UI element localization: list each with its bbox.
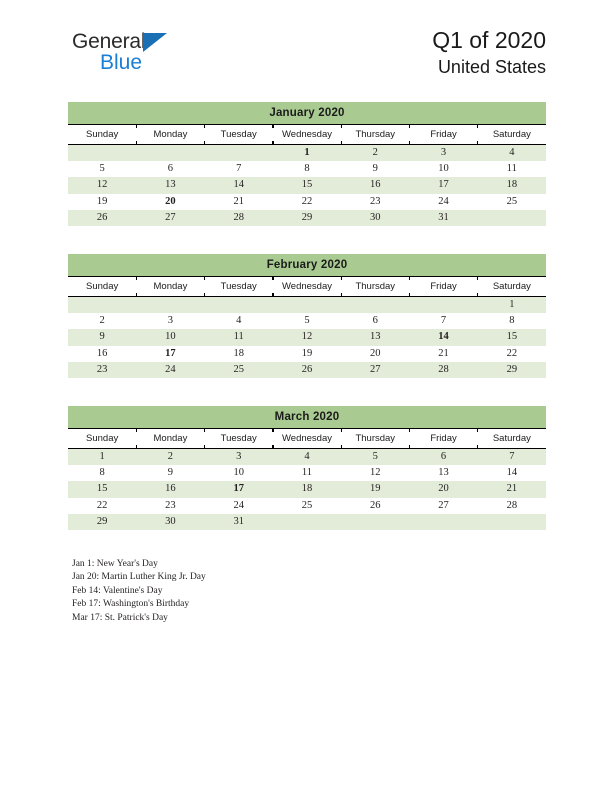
day-cell[interactable]: 30 [136,514,204,530]
day-cell[interactable]: 20 [409,481,477,497]
day-cell[interactable]: 12 [68,177,136,193]
empty-day-cell [136,297,204,314]
empty-day-cell [136,145,204,162]
day-cell[interactable]: 11 [205,329,273,345]
week-row [68,177,546,193]
weekday-header-wednesday: Wednesday [273,277,341,297]
weekday-header-monday: Monday [136,277,204,297]
day-cell[interactable]: 16 [341,177,409,193]
month-grid [68,124,546,226]
holiday-legend-item: Jan 1: New Year's Day [72,559,158,569]
weekday-header-friday: Friday [409,125,477,145]
day-cell[interactable]: 23 [341,194,409,210]
holiday-day-cell[interactable]: 14 [409,329,477,345]
month-grid [68,276,546,378]
day-cell[interactable]: 13 [409,465,477,481]
day-cell[interactable]: 18 [273,481,341,497]
page-title: Q1 of 2020 [432,27,546,53]
weekday-header-thursday: Thursday [341,125,409,145]
day-cell[interactable]: 4 [205,313,273,329]
month-title: February 2020 [68,254,546,276]
week-row [68,346,546,362]
weekday-header-tuesday: Tuesday [205,277,273,297]
logo-text-blue: Blue [100,51,143,74]
day-cell[interactable]: 24 [409,194,477,210]
day-cell[interactable]: 23 [68,362,136,378]
day-cell[interactable]: 2 [136,449,204,466]
week-row [68,210,546,226]
day-cell[interactable]: 24 [136,362,204,378]
day-cell[interactable]: 3 [136,313,204,329]
empty-day-cell [409,297,477,314]
month-title: March 2020 [68,406,546,428]
week-row [68,145,546,162]
day-cell[interactable]: 18 [478,177,546,193]
day-cell[interactable]: 7 [409,313,477,329]
holiday-day-cell[interactable]: 17 [205,481,273,497]
day-cell[interactable]: 26 [273,362,341,378]
week-row [68,362,546,378]
day-cell[interactable]: 13 [136,177,204,193]
holiday-day-cell[interactable]: 1 [273,145,341,162]
day-cell[interactable]: 19 [341,481,409,497]
day-cell[interactable]: 22 [478,346,546,362]
weekday-header-sunday: Sunday [68,429,136,449]
day-cell[interactable]: 4 [478,145,546,162]
empty-day-cell [273,297,341,314]
day-cell[interactable]: 19 [68,194,136,210]
day-cell[interactable]: 22 [68,498,136,514]
holiday-legend-item: Feb 14: Valentine's Day [72,585,163,596]
week-row [68,194,546,210]
day-cell[interactable]: 9 [341,161,409,177]
empty-day-cell [478,210,546,226]
weekday-header-wednesday: Wednesday [273,125,341,145]
day-cell[interactable]: 2 [341,145,409,162]
day-cell[interactable]: 30 [341,210,409,226]
weekday-header-row [68,429,546,449]
weekday-header-friday: Friday [409,277,477,297]
weekday-header-saturday: Saturday [478,125,546,145]
day-cell[interactable]: 21 [205,194,273,210]
day-cell[interactable]: 18 [205,346,273,362]
week-row [68,465,546,481]
day-cell[interactable]: 16 [68,346,136,362]
weekday-header-friday: Friday [409,429,477,449]
month-grid [68,428,546,530]
page-header [0,0,612,98]
holiday-legend-item: Mar 17: St. Patrick's Day [72,612,168,623]
weekday-header-saturday: Saturday [478,277,546,297]
week-row [68,297,546,314]
day-cell[interactable]: 11 [478,161,546,177]
week-row [68,329,546,345]
empty-day-cell [205,297,273,314]
holiday-day-cell[interactable]: 20 [136,194,204,210]
day-cell[interactable]: 1 [68,449,136,466]
day-cell[interactable]: 6 [341,313,409,329]
holiday-legend-item: Feb 17: Washington's Birthday [72,599,190,610]
weekday-header-thursday: Thursday [341,277,409,297]
day-cell[interactable]: 6 [136,161,204,177]
weekday-header-monday: Monday [136,429,204,449]
empty-day-cell [68,297,136,314]
day-cell[interactable]: 2 [68,313,136,329]
month-block [68,406,546,530]
holiday-legend-item: Jan 20: Martin Luther King Jr. Day [72,572,206,583]
day-cell[interactable]: 4 [273,449,341,466]
day-cell[interactable]: 5 [68,161,136,177]
title-block [432,26,546,80]
months-container [68,102,546,558]
day-cell[interactable]: 3 [409,145,477,162]
day-cell[interactable]: 27 [409,498,477,514]
day-cell[interactable]: 15 [478,329,546,345]
empty-day-cell [205,145,273,162]
weekday-header-thursday: Thursday [341,429,409,449]
day-cell[interactable]: 12 [341,465,409,481]
empty-day-cell [478,514,546,530]
day-cell[interactable]: 25 [205,362,273,378]
day-cell[interactable]: 5 [341,449,409,466]
week-row [68,161,546,177]
empty-day-cell [409,514,477,530]
day-cell[interactable]: 6 [409,449,477,466]
weekday-header-row [68,277,546,297]
holiday-legend [72,558,472,625]
page-subtitle: United States [437,57,546,77]
day-cell[interactable]: 1 [478,297,546,314]
holiday-day-cell[interactable]: 17 [136,346,204,362]
day-cell[interactable]: 22 [273,194,341,210]
day-cell[interactable]: 28 [478,498,546,514]
day-cell[interactable]: 8 [273,161,341,177]
day-cell[interactable]: 27 [341,362,409,378]
day-cell[interactable]: 5 [273,313,341,329]
day-cell[interactable]: 15 [273,177,341,193]
day-cell[interactable]: 8 [68,465,136,481]
day-cell[interactable]: 17 [409,177,477,193]
day-cell[interactable]: 25 [273,498,341,514]
general-blue-logo [72,30,252,82]
week-row [68,514,546,530]
day-cell[interactable]: 27 [136,210,204,226]
month-title: January 2020 [68,102,546,124]
day-cell[interactable]: 24 [205,498,273,514]
day-cell[interactable]: 7 [478,449,546,466]
weekday-header-sunday: Sunday [68,125,136,145]
day-cell[interactable]: 10 [409,161,477,177]
day-cell[interactable]: 12 [273,329,341,345]
day-cell[interactable]: 29 [68,514,136,530]
weekday-header-monday: Monday [136,125,204,145]
weekday-header-tuesday: Tuesday [205,429,273,449]
logo-text-general: General [72,30,146,53]
day-cell[interactable]: 29 [273,210,341,226]
empty-day-cell [273,514,341,530]
month-block [68,254,546,378]
day-cell[interactable]: 19 [273,346,341,362]
day-cell[interactable]: 14 [478,465,546,481]
logo-triangle-icon [143,33,167,52]
weekday-header-wednesday: Wednesday [273,429,341,449]
day-cell[interactable]: 29 [478,362,546,378]
day-cell[interactable]: 26 [68,210,136,226]
day-cell[interactable]: 16 [136,481,204,497]
day-cell[interactable]: 21 [409,346,477,362]
weekday-header-row [68,125,546,145]
empty-day-cell [341,514,409,530]
day-cell[interactable]: 28 [205,210,273,226]
day-cell[interactable]: 10 [205,465,273,481]
day-cell[interactable]: 9 [136,465,204,481]
empty-day-cell [68,145,136,162]
day-cell[interactable]: 15 [68,481,136,497]
day-cell[interactable]: 10 [136,329,204,345]
day-cell[interactable]: 31 [409,210,477,226]
week-row [68,498,546,514]
day-cell[interactable]: 11 [273,465,341,481]
day-cell[interactable]: 14 [205,177,273,193]
day-cell[interactable]: 21 [478,481,546,497]
day-cell[interactable]: 20 [341,346,409,362]
empty-day-cell [341,297,409,314]
day-cell[interactable]: 8 [478,313,546,329]
day-cell[interactable]: 3 [205,449,273,466]
week-row [68,481,546,497]
day-cell[interactable]: 9 [68,329,136,345]
day-cell[interactable]: 23 [136,498,204,514]
day-cell[interactable]: 7 [205,161,273,177]
weekday-header-tuesday: Tuesday [205,125,273,145]
weekday-header-sunday: Sunday [68,277,136,297]
day-cell[interactable]: 26 [341,498,409,514]
month-block [68,102,546,226]
week-row [68,313,546,329]
day-cell[interactable]: 25 [478,194,546,210]
weekday-header-saturday: Saturday [478,429,546,449]
day-cell[interactable]: 31 [205,514,273,530]
day-cell[interactable]: 13 [341,329,409,345]
day-cell[interactable]: 28 [409,362,477,378]
week-row [68,449,546,466]
